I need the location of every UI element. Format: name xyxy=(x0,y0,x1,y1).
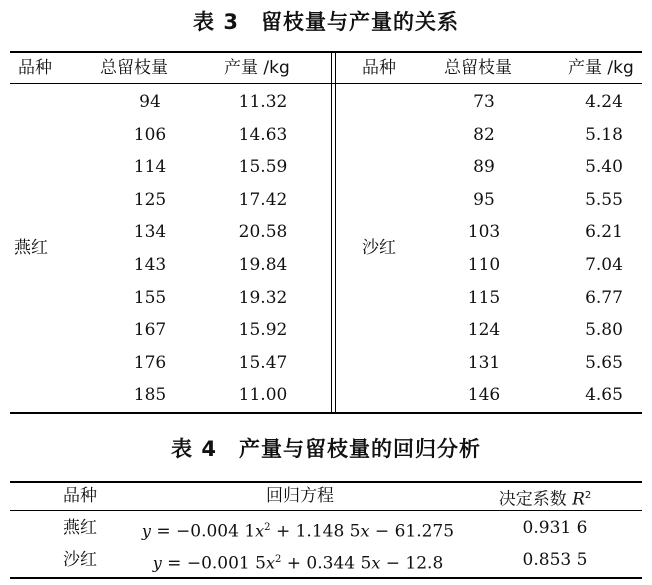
header-equation: 回归方程 xyxy=(266,486,334,506)
table-row xyxy=(10,216,330,249)
eq-x: x xyxy=(360,521,370,541)
variety-label: 燕红 xyxy=(14,238,48,258)
table4-top-rule xyxy=(10,481,642,483)
variety-value: 沙红 xyxy=(63,550,97,570)
eq-y: y xyxy=(152,553,162,573)
eq-x: x xyxy=(265,553,275,573)
eq-part: − 61.275 xyxy=(369,521,455,542)
yield-value: 4.65 xyxy=(585,385,623,406)
branches-value: 110 xyxy=(467,255,501,275)
variety-value: 燕红 xyxy=(63,518,97,538)
header-branches: 总留枝量 xyxy=(444,58,512,78)
eq-part: = −0.004 1 xyxy=(150,521,256,542)
eq-exponent: 2 xyxy=(264,522,271,533)
table-row xyxy=(10,314,330,347)
branches-value: 143 xyxy=(133,255,167,275)
branches-value: 185 xyxy=(133,385,167,406)
table-row xyxy=(336,119,642,152)
branches-value: 125 xyxy=(133,189,167,210)
yield-value: 15.47 xyxy=(238,352,288,373)
header-yield: 产量 /kg xyxy=(568,58,634,78)
yield-value: 5.80 xyxy=(585,320,623,341)
r2-label: 决定系数 xyxy=(498,489,573,510)
branches-value: 114 xyxy=(133,157,167,178)
table-row xyxy=(336,249,642,282)
branches-value: 94 xyxy=(139,92,161,112)
table3-divider-left xyxy=(331,53,332,413)
branches-value: 131 xyxy=(467,352,501,373)
yield-value: 7.04 xyxy=(585,255,623,275)
table3-bottom-rule xyxy=(10,412,642,414)
branches-value: 155 xyxy=(133,287,167,308)
branches-value: 106 xyxy=(133,124,167,145)
branches-value: 103 xyxy=(467,222,501,243)
table-row xyxy=(336,151,642,184)
table-row xyxy=(10,512,642,544)
eq-y: y xyxy=(141,521,151,541)
eq-part: − 12.8 xyxy=(380,553,444,574)
branches-value: 73 xyxy=(473,92,495,112)
yield-value: 19.84 xyxy=(238,255,288,275)
yield-value: 19.32 xyxy=(238,287,288,308)
regression-equation xyxy=(128,544,468,580)
eq-x: x xyxy=(371,553,381,573)
branches-value: 89 xyxy=(473,157,495,178)
header-variety: 品种 xyxy=(362,58,396,78)
table-row xyxy=(336,347,642,380)
table3-caption: 表 3 留枝量与产量的关系 xyxy=(193,10,459,34)
eq-part: = −0.001 5 xyxy=(161,553,266,574)
table-row xyxy=(336,184,642,217)
eq-part: + 0.344 5 xyxy=(281,553,372,574)
branches-value: 115 xyxy=(467,287,501,308)
branches-value: 124 xyxy=(467,320,501,341)
r2-symbol: R xyxy=(572,489,585,510)
header-r2 xyxy=(470,484,620,508)
table4-header-rule xyxy=(10,510,642,511)
table-row xyxy=(10,282,330,315)
branches-value: 146 xyxy=(467,385,501,406)
yield-value: 11.00 xyxy=(238,385,288,406)
table-row xyxy=(10,86,330,119)
eq-exponent: 2 xyxy=(275,554,282,565)
table4-caption: 表 4 产量与留枝量的回归分析 xyxy=(171,437,481,461)
variety-label: 沙红 xyxy=(362,238,396,258)
branches-value: 134 xyxy=(133,222,167,243)
yield-value: 5.55 xyxy=(585,189,623,210)
table3-top-rule xyxy=(10,51,642,53)
table-row xyxy=(336,314,642,347)
table-row xyxy=(10,184,330,217)
yield-value: 5.18 xyxy=(585,124,623,145)
header-variety: 品种 xyxy=(18,58,52,78)
table-row xyxy=(336,282,642,315)
yield-value: 6.21 xyxy=(585,222,623,243)
table-row xyxy=(336,86,642,119)
yield-value: 14.63 xyxy=(238,124,288,145)
table-row xyxy=(10,151,330,184)
header-branches: 总留枝量 xyxy=(100,58,168,78)
branches-value: 167 xyxy=(133,320,167,341)
yield-value: 5.40 xyxy=(585,157,623,178)
yield-value: 5.65 xyxy=(585,352,623,373)
table3-header-rule xyxy=(10,83,642,84)
branches-value: 176 xyxy=(133,352,167,373)
header-variety: 品种 xyxy=(63,486,97,506)
yield-value: 17.42 xyxy=(238,189,288,210)
table-row xyxy=(10,347,330,380)
yield-value: 11.32 xyxy=(238,92,288,112)
yield-value: 15.59 xyxy=(238,157,288,178)
table-row xyxy=(336,216,642,249)
branches-value: 82 xyxy=(473,124,495,145)
table-row xyxy=(10,544,642,576)
r2-value: 0.931 6 xyxy=(522,518,588,538)
yield-value: 20.58 xyxy=(238,222,288,243)
table-row xyxy=(10,119,330,152)
eq-x: x xyxy=(255,521,265,541)
table-row xyxy=(336,379,642,412)
eq-part: + 1.148 5 xyxy=(270,521,361,542)
yield-value: 15.92 xyxy=(238,320,288,341)
r2-exponent: 2 xyxy=(584,490,592,501)
yield-value: 4.24 xyxy=(585,92,623,112)
regression-equation xyxy=(128,512,468,548)
table-row xyxy=(10,249,330,282)
r2-value: 0.853 5 xyxy=(522,550,588,570)
header-yield: 产量 /kg xyxy=(224,58,290,78)
branches-value: 95 xyxy=(473,189,495,210)
table-row xyxy=(10,379,330,412)
yield-value: 6.77 xyxy=(585,287,623,308)
